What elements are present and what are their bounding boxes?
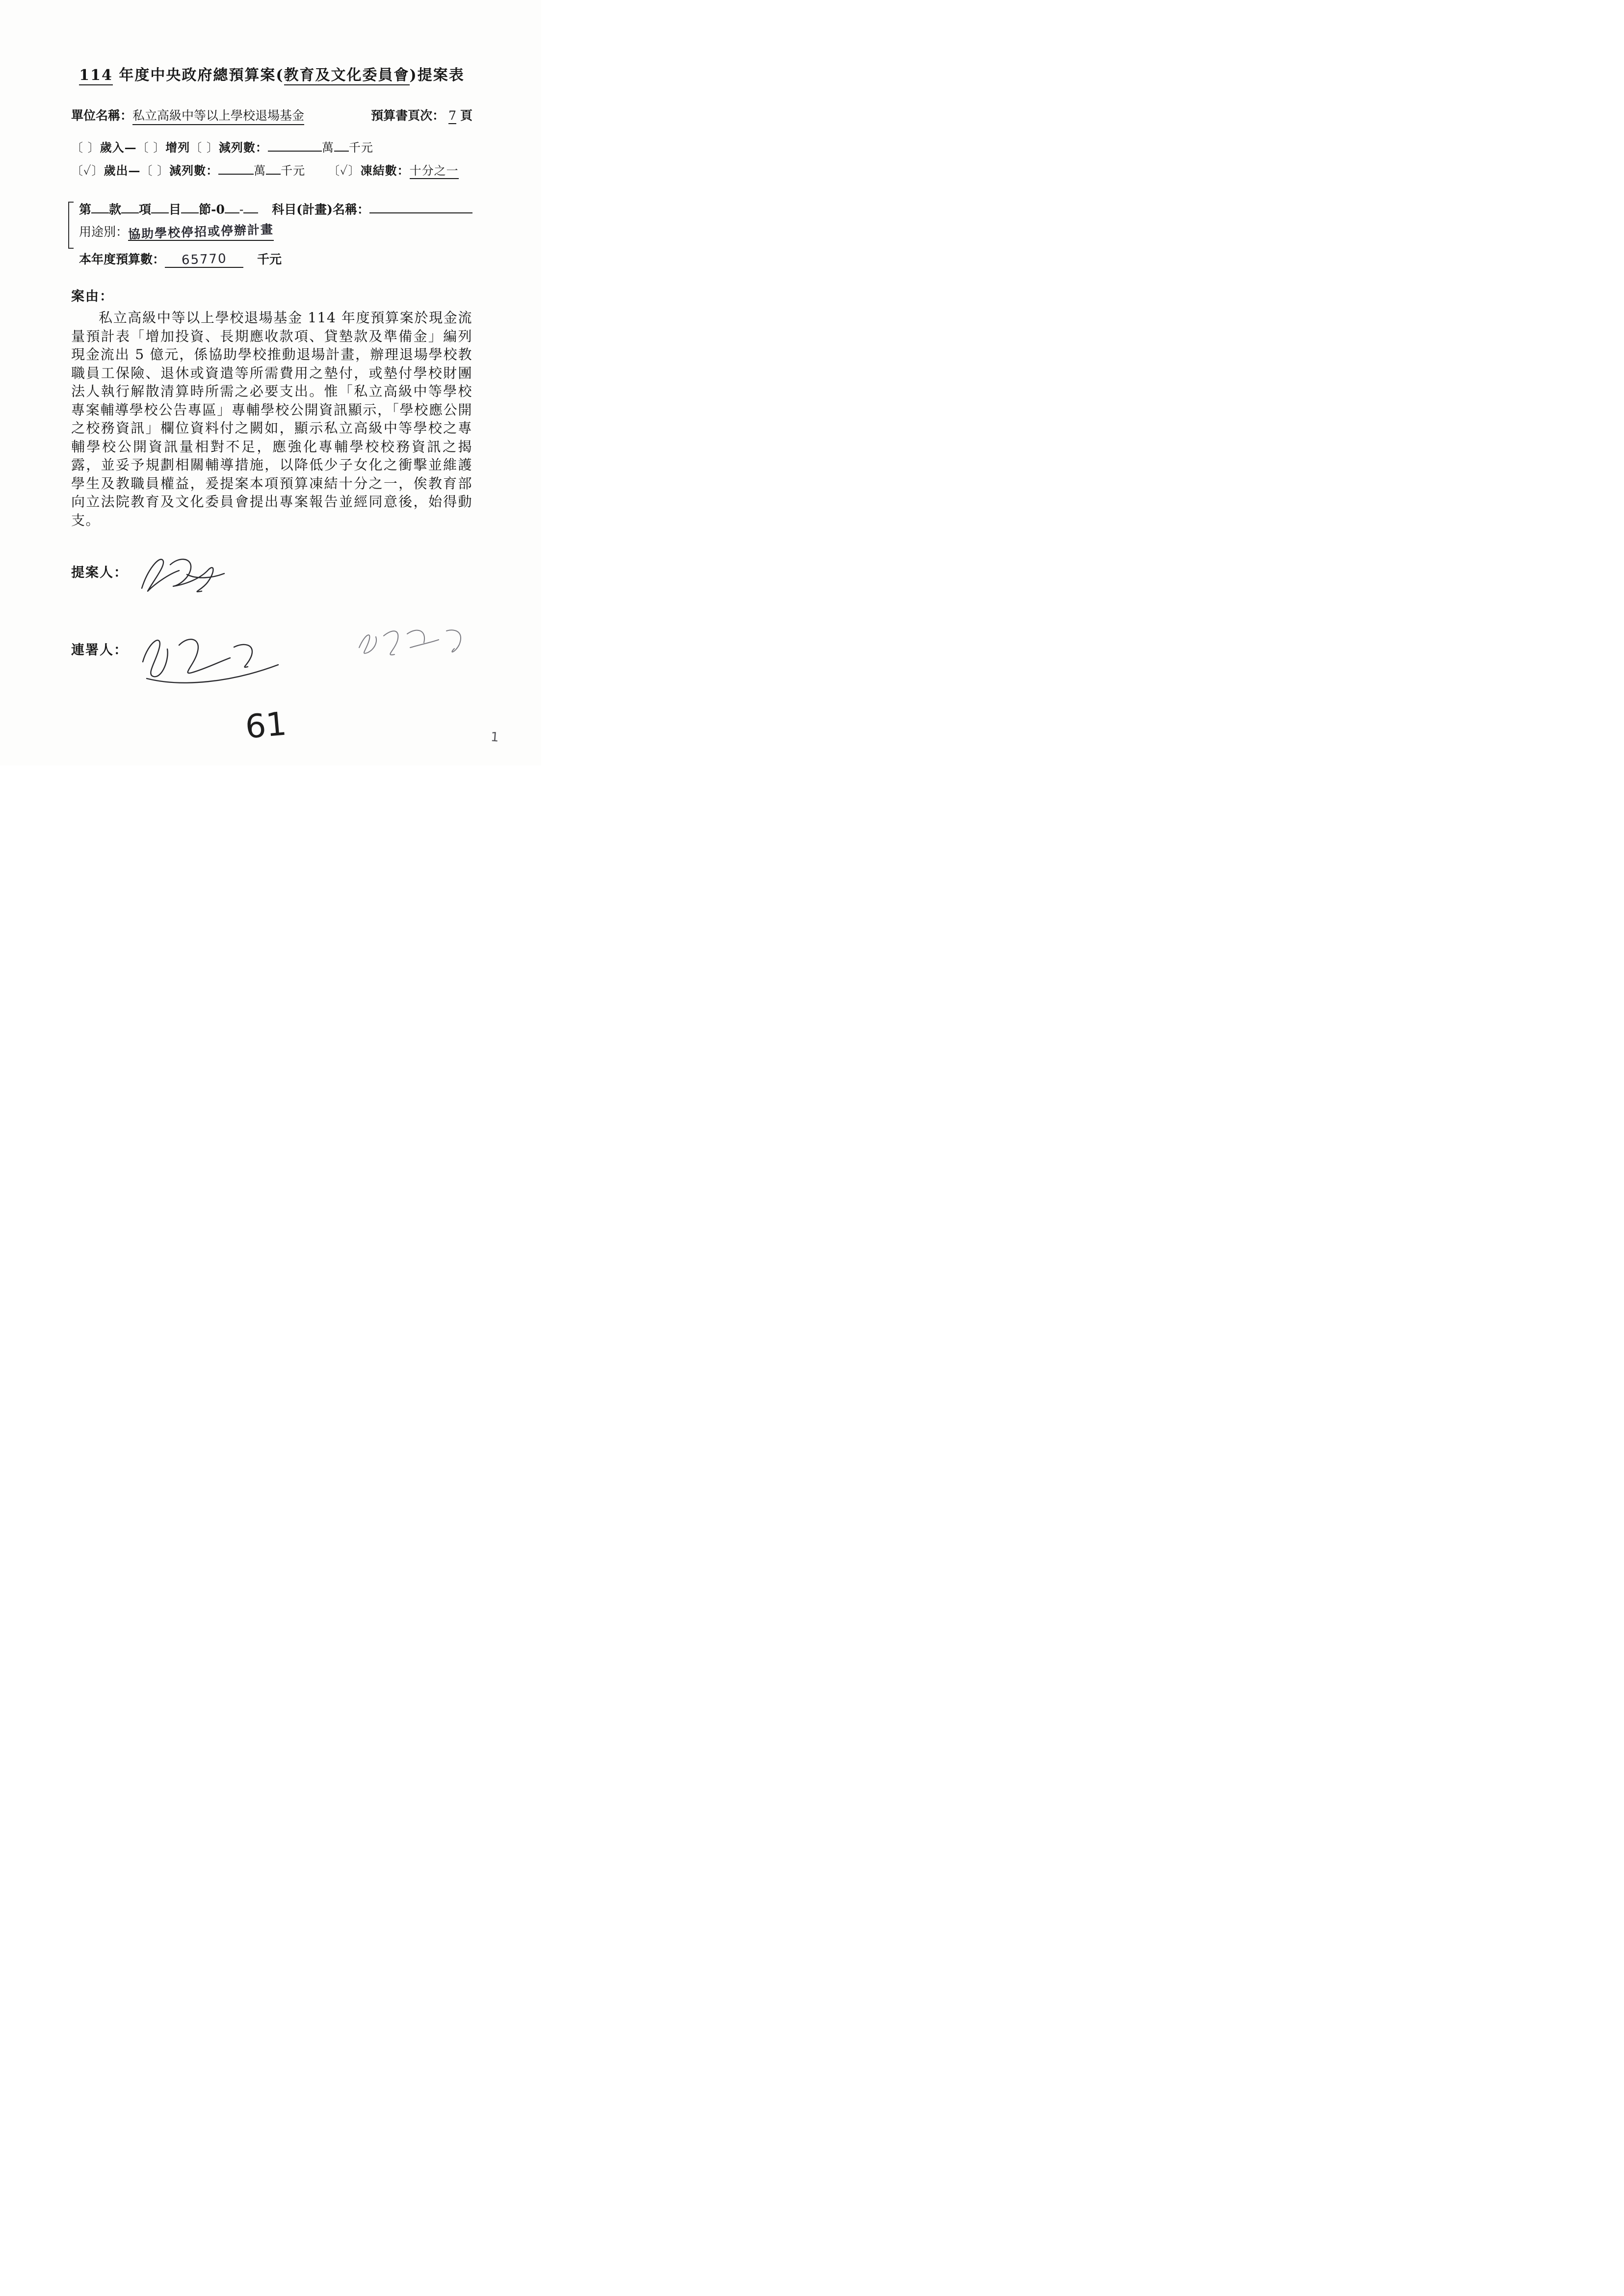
blank-line <box>225 200 239 213</box>
page-corner-mark: 1 <box>490 730 499 745</box>
usage-blank <box>128 222 274 241</box>
revenue-checkbox: 〔 〕 <box>71 141 100 155</box>
mu-label: 目 <box>169 202 182 217</box>
unit-name-row <box>71 106 472 125</box>
title-mid: 年度中央政府總預算案( <box>112 67 284 84</box>
freeze-label: 凍結數： <box>360 163 410 178</box>
freeze-value: 十分之一 <box>410 164 459 179</box>
cosigner-signature-1 <box>128 627 290 691</box>
freeze-checkbox-checked: 〔✓〕 <box>328 164 361 178</box>
title-committee: 教育及文化委員會 <box>284 67 410 85</box>
clause-number-row <box>79 200 472 217</box>
budget-label: 本年度預算數： <box>79 252 165 267</box>
revenue-label: 歲入— <box>100 140 137 155</box>
unit-name-value: 私立高級中等以上學校退場基金 <box>132 106 304 125</box>
revenue-checkbox-row <box>71 138 472 155</box>
subject-name-label: 科目(計畫)名稱： <box>272 202 369 217</box>
blank-line <box>243 200 258 213</box>
blank-line <box>334 138 349 152</box>
budget-page-number: 7 <box>448 108 456 124</box>
budget-handwritten-value: 65770 <box>181 251 227 268</box>
budget-page-label: 預算書頁次： <box>371 108 445 123</box>
budget-row <box>71 250 472 268</box>
qianyuan-unit-1: 千元 <box>348 141 373 155</box>
title-year: 114 <box>79 67 113 85</box>
kuan-label: 第 <box>79 202 92 217</box>
budget-unit: 千元 <box>257 252 282 267</box>
decrease-label-2: 減列數： <box>169 163 219 178</box>
wan-unit-1: 萬 <box>321 141 334 155</box>
blank-line <box>181 200 199 213</box>
dash: - <box>239 202 244 217</box>
blank-line <box>121 200 139 213</box>
form-content <box>71 63 472 691</box>
form-title <box>71 63 472 84</box>
blank-line <box>151 200 169 213</box>
clause-block <box>71 200 472 241</box>
decrease-checkbox-1: 〔 〕 <box>190 141 219 155</box>
proposer-row <box>71 550 472 604</box>
qianyuan-unit-2: 千元 <box>281 164 306 178</box>
blank-line <box>218 161 254 175</box>
jie-label: 節-0 <box>199 202 225 217</box>
wan-unit-2: 萬 <box>254 164 266 178</box>
cosigner-label: 連署人： <box>71 643 128 658</box>
usage-label: 用途別： <box>79 225 129 239</box>
budget-blank <box>165 252 243 268</box>
subject-name-blank <box>369 200 472 213</box>
scanned-proposal-form <box>0 0 541 765</box>
usage-row <box>79 222 472 241</box>
proposer-label: 提案人： <box>71 565 128 581</box>
cosigner-signature-2 <box>352 617 475 666</box>
kuan-suffix: 款 <box>109 202 122 217</box>
increase-checkbox: 〔 〕 <box>136 141 166 155</box>
expenditure-checkbox-checked: 〔✓〕 <box>71 164 104 178</box>
left-bracket-mark <box>68 202 74 249</box>
decrease-checkbox-2: 〔 〕 <box>140 164 170 178</box>
unit-name-label: 單位名稱： <box>71 108 133 123</box>
title-suffix: )提案表 <box>409 67 465 84</box>
expenditure-checkbox-row <box>71 161 472 178</box>
expenditure-label: 歲出— <box>104 163 141 178</box>
blank-line <box>268 138 322 152</box>
handwritten-sheet-number: 61 <box>243 704 288 746</box>
decrease-label-1: 減列數： <box>218 140 268 155</box>
case-heading: 案由： <box>71 289 114 305</box>
budget-page-group <box>371 106 472 124</box>
usage-handwritten-value: 協助學校停招或停辦計畫 <box>128 222 274 242</box>
blank-line <box>266 161 281 175</box>
xiang-label: 項 <box>139 202 152 217</box>
blank-line <box>91 200 109 213</box>
proposer-signature <box>128 550 236 604</box>
budget-page-suffix: 頁 <box>460 108 472 123</box>
increase-label: 增列 <box>165 140 190 155</box>
case-body-text: 私立高級中等以上學校退場基金 114 年度預算案於現金流量預計表「增加投資、長期應收款項、貸墊款及準備金」編列現金流出 5 億元，係協助學校推動退場計畫，辦理退場學校教職員工保險、退休或資遣等所需費用之墊付，或墊付學校財團法人執行解散清算時所需之必要支出。惟「私立高級中等學校專案輔導學校公告專區」專輔學校公開資訊顯示，「學校應公開之校務資訊」欄位資料付之闕如，顯示私立高級中等學校之專輔學校公開資訊量相對不足，應強化專輔學校校務資訊之揭露，並妥予規劃相關輔導措施，以降低少子女化之衝擊並維護學生及教職員權益，爰提案本項預算凍結十分之一，俟教育部向立法院教育及文化委員會提出專案報告並經同意後，始得動支。 <box>71 310 472 528</box>
